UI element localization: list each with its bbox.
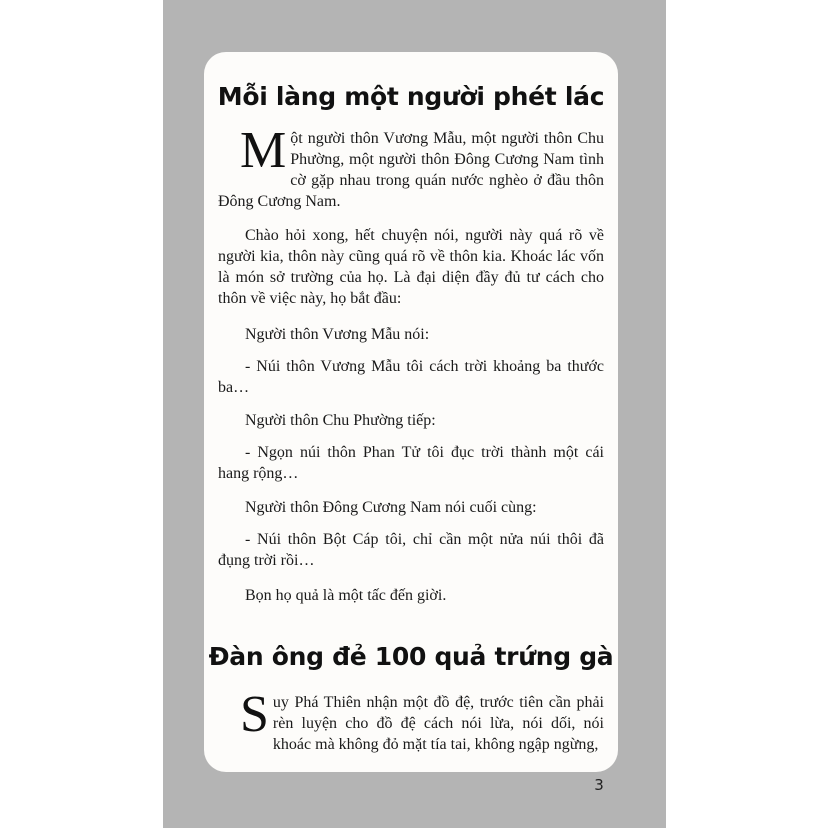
paragraph-2: Chào hỏi xong, hết chuyện nói, người này quá rõ về người kia, thôn này cũng quá rõ về thôn kia. Khoác lác vốn là món sở trường của họ. Là đại diện đầy đủ tư cách cho thôn về việc này, họ bắt đầu: [218,227,604,307]
paragraph-6: - Ngọn núi thôn Phan Tử tôi đục trời thành một cái hang rộng… [218,444,604,482]
section-title-2: Đàn ông đẻ 100 quả trứng gà [208,642,614,671]
paragraph-10-text: uy Phá Thiên nhận một đồ đệ, trước tiên cần phải rèn luyện cho đồ đệ cách nói lừa, nói dối, nói khoác mà không đỏ mặt tía tai, không ngập ngừng, [272,694,604,753]
paragraph-1-text: ột người thôn Vương Mẫu, một người thôn Chu Phường, một người thôn Đông Cương Nam tình cờ gặp nhau trong quán nước nghèo ở đầu thôn Đông Cương Nam. [218,130,604,210]
paragraph-1 [218,122,604,212]
paragraph-10 [218,686,604,755]
section-title-1: Mỗi làng một người phét lác [217,82,605,111]
paragraph-9: Bọn họ quả là một tấc đến giời. [245,587,447,604]
paragraph-4: - Núi thôn Vương Mẫu tôi cách trời khoảng ba thước ba… [218,358,604,396]
paragraph-5: Người thôn Chu Phường tiếp: [245,412,436,429]
paragraph-3: Người thôn Vương Mẫu nói: [245,326,430,343]
drop-cap-s: S [240,686,269,743]
drop-cap-m: M [240,122,287,179]
page-number: 3 [594,776,604,794]
paragraph-7: Người thôn Đông Cương Nam nói cuối cùng: [245,499,537,516]
text-card [204,52,618,772]
paragraph-8: - Núi thôn Bột Cáp tôi, chỉ cần một nửa núi thôi đã đụng trời rồi… [218,531,604,569]
